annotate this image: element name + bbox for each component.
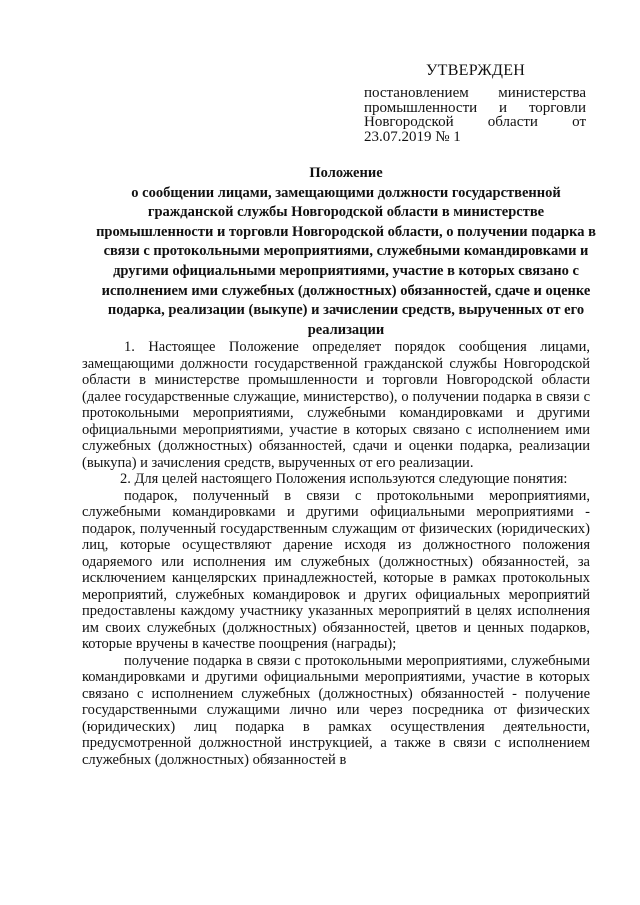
heading-title: Положение bbox=[309, 165, 383, 181]
document-heading bbox=[96, 164, 596, 340]
approval-title: УТВЕРЖДЕН bbox=[426, 62, 526, 79]
paragraph-2: 2. Для целей настоящего Положения используются следующие понятия: bbox=[120, 471, 568, 487]
paragraph-1: 1. Настоящее Положение определяет порядок сообщения лицами, замещающими должности государственной гражданской службы Новгородской области в министерстве промышленности и торговли Новгородской области (далее государственные служащие, министерство), о получении подарка в связи с протокольными мероприятиями, служебными командировками и другими официальными мероприятиями, участие в которых связано с исполнением ими служебных (должностных) обязанностей, сдачи и оценки подарка, реализации (выкупа) и зачисления средств, вырученных от его реализации. bbox=[82, 339, 590, 471]
paragraph-4: получение подарка в связи с протокольными мероприятиями, служебными командировками и другими официальными мероприятиями, участие в которых связано с исполнением служебных (должностных) обязанностей - получение государственными служащими лично или через посредника от физических (юридических) лиц подарка в рамках осуществления деятельности, предусмотренной должностной инструкцией, а также в связи с исполнением служебных (должностных) обязанностей в bbox=[82, 652, 590, 768]
document-body bbox=[82, 339, 590, 768]
approval-text: постановлением министерства промышленности и торговли Новгородской области от 23.07.2019 № 1 bbox=[364, 85, 586, 145]
heading-subject: о сообщении лицами, замещающими должности государственной гражданской службы Новгородской области в министерстве промышленности и торговли Новгородской области, о получении подарка в связи с протокольными мероприятиями, служебными командировками и другими официальными мероприятиями, участие в которых связано с исполнением ими служебных (должностных) обязанностей, сдаче и оценке подарка, реализации (выкупе) и зачислении средств, вырученных от его реализации bbox=[96, 184, 596, 338]
paragraph-3: подарок, полученный в связи с протокольными мероприятиями, служебными командировками и другими официальными мероприятиями - подарок, полученный государственным служащим от физических (юридических) лиц, которые осуществляют дарение исходя из должностного положения одаряемого или исполнения им служебных (должностных) обязанностей, за исключением канцелярских принадлежностей, которые в рамках протокольных мероприятий, служебных командировок и других официальных мероприятий предоставлены каждому участнику указанных мероприятий в целях исполнения им своих служебных (должностных) обязанностей, цветов и ценных подарков, которые вручены в качестве поощрения (награды); bbox=[82, 487, 590, 652]
